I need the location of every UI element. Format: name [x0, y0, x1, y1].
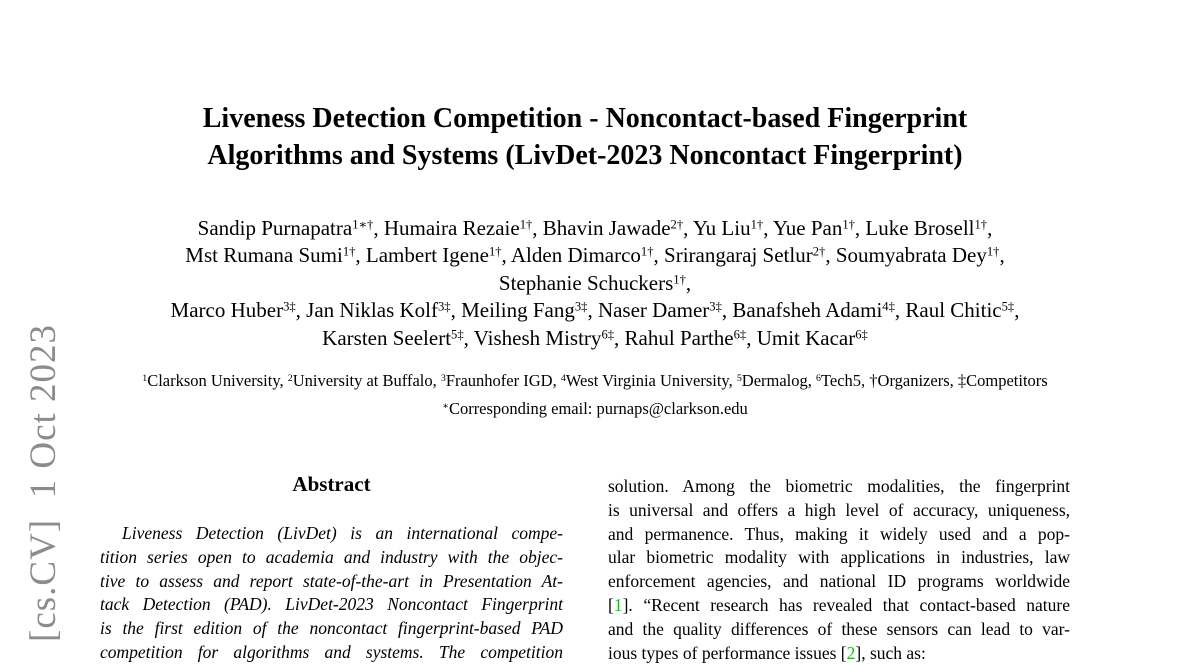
body-line: enforcement agencies, and national ID programs worldwide	[608, 571, 1070, 592]
author-line: Sandip Purnapatra$^{1∗\dagger}$, Humaira Rezaie$^{1\dagger}$, Bhavin Jawade$^{2\dagger}$, Yu Liu$^{1\dagger}$, Yue Pan$^{1\dagger}$, Luke Brosell$^{1\dagger}$,	[197, 216, 993, 240]
abstract-heading: Abstract	[292, 472, 371, 496]
superscript-marker: 6‡	[855, 327, 868, 342]
abstract-line: tive to assess and report state-of-the-art in Presentation At-	[100, 570, 563, 591]
superscript-marker: 6‡	[601, 327, 615, 342]
superscript-marker: 1†	[673, 272, 686, 287]
body-line: ular biometric modality with applications in industries, law	[608, 547, 1070, 568]
superscript-marker: 5‡	[1001, 299, 1015, 314]
introduction-text	[608, 475, 1070, 665]
superscript-marker: 4	[560, 373, 566, 385]
citation-link[interactable]: 2	[846, 642, 856, 663]
superscript-marker: 5	[736, 373, 742, 385]
introduction-column	[608, 475, 1070, 665]
affiliations-line: $^1$Clarkson University, $^2$University at Buffalo, $^3$Fraunhofer IGD, $^4$West Virginia University, $^5$Dermalog, $^6$Tech5, †Organizers, ‡Competitors	[142, 371, 1048, 390]
abstract-line: competition for algorithms and systems. The competition	[100, 641, 563, 662]
superscript-marker: 1†	[750, 217, 764, 232]
superscript-marker: 2†	[812, 245, 826, 260]
superscript-marker: 1†	[342, 245, 356, 260]
superscript-marker: 3‡	[283, 299, 296, 314]
superscript-marker: 2	[287, 373, 293, 385]
author-line: Mst Rumana Sumi$^{1\dagger}$, Lambert Igene$^{1\dagger}$, Alden Dimarco$^{1\dagger}$, Srirangaraj Setlur$^{2\dagger}$, Soumyabrata Dey$^{1\dagger}$,	[185, 243, 1005, 268]
superscript-marker: 6	[816, 373, 821, 385]
superscript-marker: 3	[440, 373, 446, 385]
superscript-marker: 6‡	[733, 327, 747, 342]
body-line: and permanence. Thus, making it widely used and a pop-	[608, 523, 1070, 544]
author-list	[100, 215, 1090, 352]
abstract-text	[100, 522, 563, 665]
arxiv-stamp: [cs.CV] 1 Oct 2023	[23, 323, 64, 642]
superscript-marker: 1†	[640, 245, 654, 260]
superscript-marker: ∗	[442, 400, 449, 412]
abstract-line: tition series open to academia and industry with the objec-	[100, 546, 563, 567]
body-line: [1]. “Recent research has revealed that contact-based nature	[608, 594, 1070, 615]
superscript-marker: 5‡	[451, 327, 464, 342]
superscript-marker: 3‡	[709, 299, 722, 314]
superscript-marker: 1†	[974, 217, 988, 232]
author-line: Stephanie Schuckers$^{1\dagger}$,	[498, 270, 692, 295]
superscript-marker: 1∗†	[352, 217, 374, 232]
body-line: is universal and offers a high level of accuracy, uniqueness,	[608, 499, 1070, 520]
abstract-line: is the first edition of the noncontact fingerprint-based PAD	[100, 618, 563, 639]
superscript-marker: 1†	[842, 217, 855, 232]
superscript-marker: 1†	[519, 217, 533, 232]
abstract-line: Liveness Detection (LivDet) is an international compe-	[122, 523, 563, 543]
paper-title-line-1: Liveness Detection Competition - Noncontact-based Fingerprint	[202, 103, 968, 134]
superscript-marker: 3‡	[574, 299, 588, 314]
paper-title	[115, 100, 1055, 174]
paper-title-line-2: Algorithms and Systems (LivDet-2023 Noncontact Fingerprint)	[207, 140, 963, 171]
superscript-marker: 1	[142, 373, 148, 385]
superscript-marker: 4‡	[882, 299, 895, 314]
abstract-line: tack Detection (PAD). LivDet-2023 Noncontact Fingerprint	[100, 594, 563, 615]
superscript-marker: 1†	[986, 245, 1000, 260]
body-line: solution. Among the biometric modalities, the fingerprint	[608, 476, 1070, 496]
abstract-column	[100, 470, 563, 665]
corresponding-email-line: ∗Corresponding email: purnaps@clarkson.edu	[442, 398, 748, 418]
superscript-marker: 1†	[488, 245, 502, 260]
body-line: and the quality differences of these sensors can lead to var-	[608, 618, 1070, 639]
author-line: Marco Huber$^{3\ddagger}$, Jan Niklas Kolf$^{3\ddagger}$, Meiling Fang$^{3\ddagger}$, Naser Damer$^{3\ddagger}$, Banafsheh Adami$^{4\ddagger}$, Raul Chitic$^{5\ddagger}$,	[170, 298, 1020, 323]
author-line: Karsten Seelert$^{5\ddagger}$, Vishesh Mistry$^{6\ddagger}$, Rahul Parthe$^{6\ddagger}$, Umit Kacar$^{6\ddagger}$	[322, 325, 868, 350]
body-line: ious types of performance issues [2], such as:	[608, 642, 926, 663]
superscript-marker: 3‡	[438, 299, 451, 314]
citation-link[interactable]: 1	[613, 594, 623, 615]
frontmatter-notes	[50, 367, 1140, 422]
superscript-marker: 2†	[670, 217, 684, 232]
